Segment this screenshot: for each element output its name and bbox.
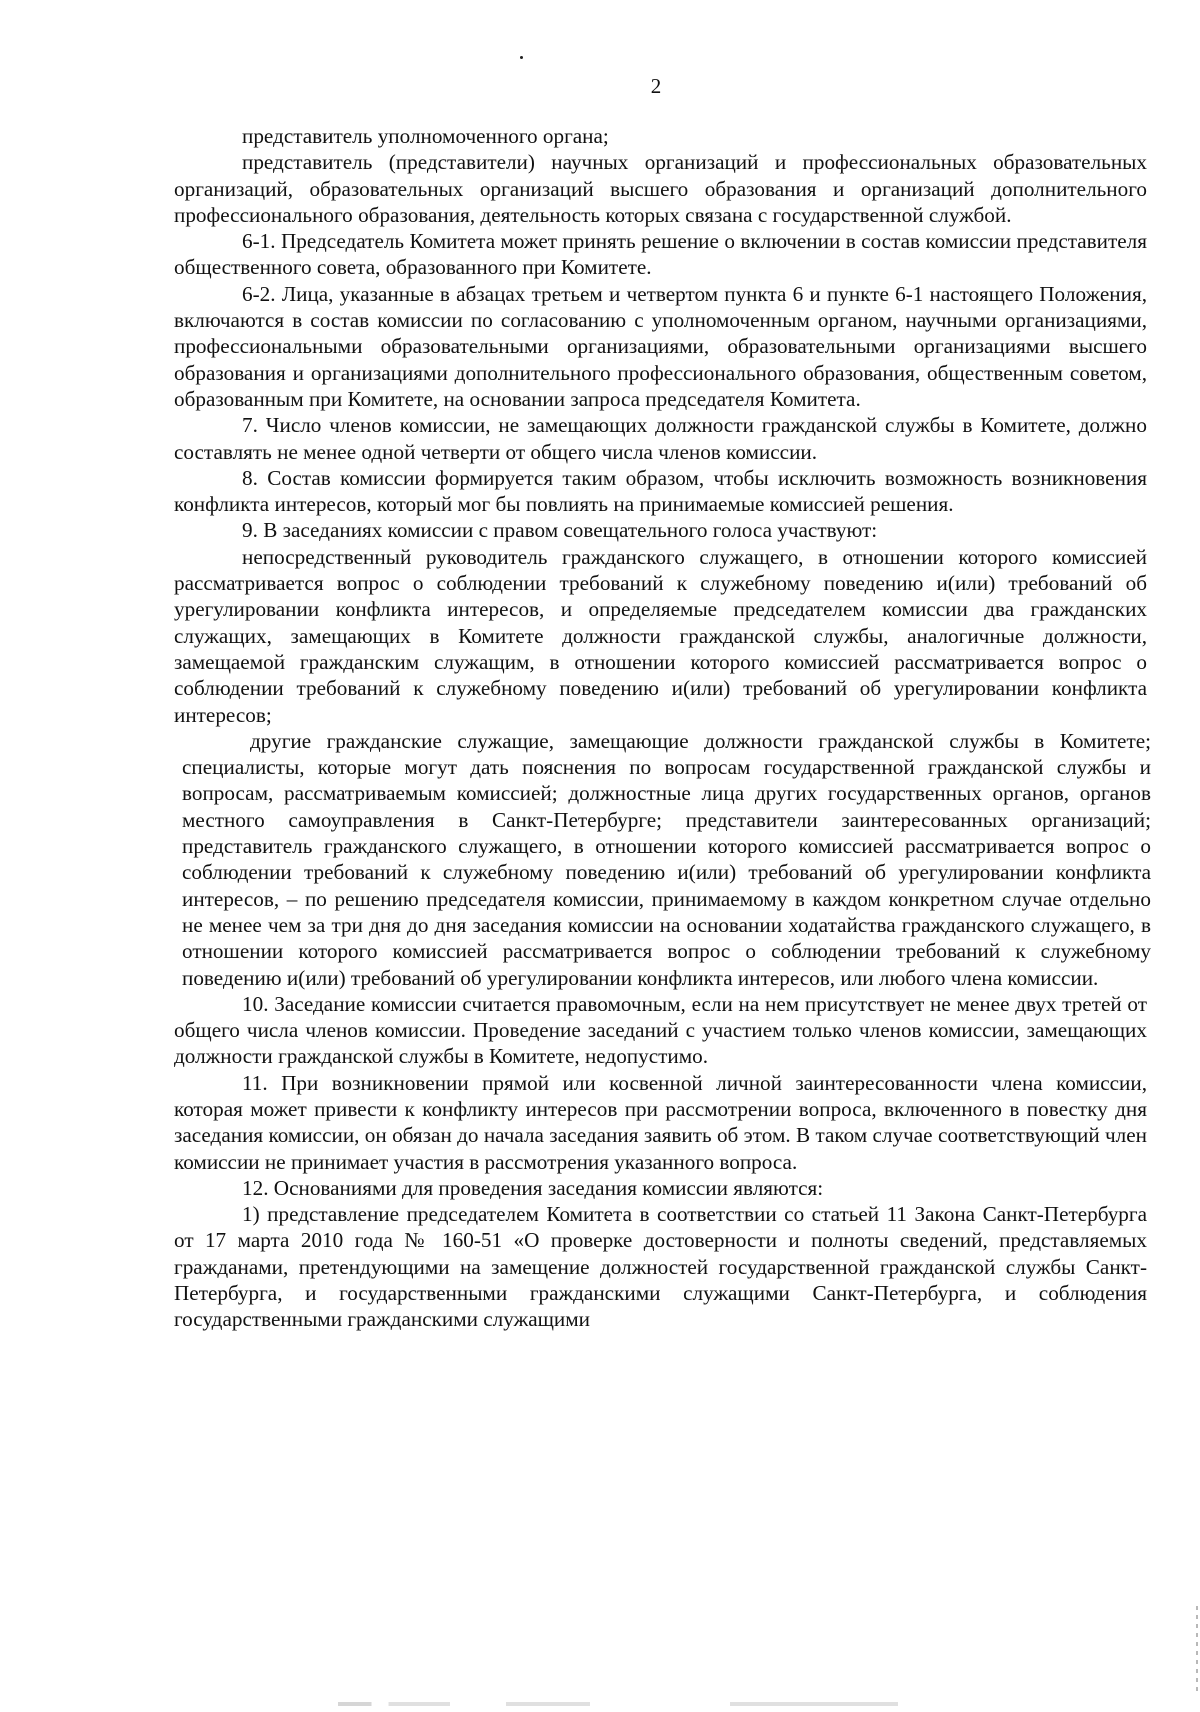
paragraph-10: 10. Заседание комиссии считается правомочным, если на нем присутствует не менее двух третей от общего числа членов комиссии. Проведение заседаний с участием только членов комиссии, замещающих должности гражданской службы в Комитете, недопустимо. [174,991,1147,1069]
scan-dot-mark [520,56,523,59]
paragraph-7: 7. Число членов комиссии, не замещающих должности гражданской службы в Комитете, должно составлять не менее одной четверти от общего числа членов комиссии. [174,413,1147,464]
paragraph-12-item-1: 1) представление председателем Комитета в соответствии со статьей 11 Закона Санкт-Петербурга от 17 марта 2010 года № 160-51 «О проверке достоверности и полноты сведений, представляемых гражданами, претендующими на замещение должностей государственной гражданской службы Санкт-Петербурга, и государственными гражданскими служащими Санкт-Петербурга, и соблюдения государственными гражданскими служащими [174,1202,1147,1332]
paragraph-9-direct-supervisor: непосредственный руководитель гражданского служащего, в отношении которого комиссией рассматривается вопрос о соблюдении требований к служебному поведению и(или) требований об урегулировании конфликта интересов, и определяемые председателем комиссии два гражданских служащих, замещающих в Комитете должности гражданской службы, аналогичные должности, замещаемой гражданским служащим, в отношении которого комиссией рассматривается вопрос о соблюдении требований к служебному поведению и(или) требований об урегулировании конфликта интересов; [174,544,1147,727]
page-number: 2 [650,74,662,98]
paragraph-6-2: 6-2. Лица, указанные в абзацах третьем и четвертом пункта 6 и пункте 6-1 настоящего Положения, включаются в состав комиссии по согласованию с уполномоченным органом, научными организациями, профессиональными образовательными организациями, образовательными организациями высшего образования и организациями дополнительного профессионального образования, общественным советом, образованным при Комитете, на основании запроса председателя Комитета. [174,281,1147,411]
paragraph-11: 11. При возникновении прямой или косвенной личной заинтересованности члена комиссии, которая может привести к конфликту интересов при рассмотрении вопроса, включенного в повестку дня заседания комиссии, он обязан до начала заседания заявить об этом. В таком случае соответствующий член комиссии не принимает участия в рассмотрения указанного вопроса. [174,1070,1147,1174]
document-body [174,123,1151,1333]
paragraph-8: 8. Состав комиссии формируется таким образом, чтобы исключить возможность возникновения конфликта интересов, который мог бы повлиять на принимаемые комиссией решения. [174,465,1147,517]
paragraph-authorized-body-representative: представитель уполномоченного органа; [242,124,609,148]
scan-bottom-artifact [338,1702,898,1706]
paragraph-9: 9. В заседаниях комиссии с правом совещательного голоса участвуют: [242,518,878,543]
paragraph-12: 12. Основаниями для проведения заседания комиссии являются: [242,1175,824,1200]
paragraph-9-other-participants: другие гражданские служащие, замещающие должности гражданской службы в Комитете; специалисты, которые могут дать пояснения по вопросам государственной гражданской службы и вопросам, рассматриваемым комиссией; должностные лица других государственных органов, органов местного самоуправления в Санкт-Петербурге; представители заинтересованных организаций; представитель гражданского служащего, в отношении которого комиссией рассматривается вопрос о соблюдении требований к служебному поведению и(или) требований об урегулировании конфликта интересов, – по решению председателя комиссии, принимаемому в каждом конкретном случае отдельно не менее чем за три дня до дня заседания комиссии на основании ходатайства гражданского служащего, в отношении которого комиссией рассматривается вопрос о соблюдении требований к служебному поведению и(или) требований об урегулировании конфликта интересов, или любого члена комиссии. [182,728,1151,990]
paragraph-scientific-organizations-representative: представитель (представители) научных организаций и профессиональных образовательных организаций, образовательных организаций высшего образования и организаций дополнительного профессионального образования, деятельность которых связана с государственной службой. [174,150,1147,227]
scan-edge-marks [1196,1606,1198,1696]
paragraph-6-1: 6-1. Председатель Комитета может принять решение о включении в состав комиссии представителя общественного совета, образованного при Комитете. [174,229,1147,280]
